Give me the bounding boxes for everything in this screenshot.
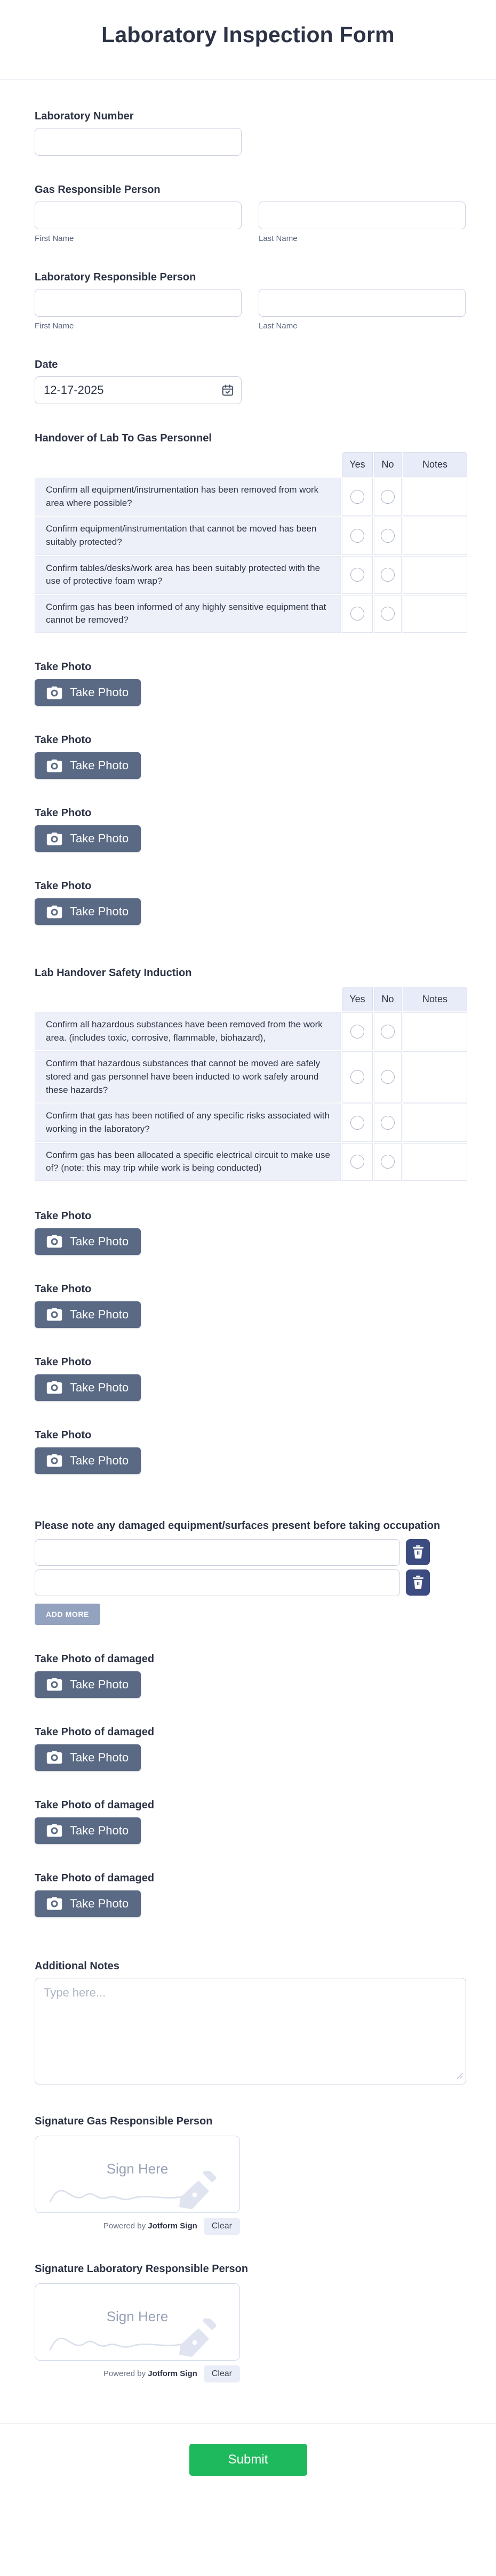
take-photo-label: Take Photo: [35, 1356, 92, 1368]
take-photo-button-label: Take Photo: [70, 1453, 129, 1467]
camera-icon: [46, 1824, 62, 1837]
field-take-photo-8: [35, 1429, 466, 1474]
take-photo-button[interactable]: [35, 1228, 141, 1255]
clear-signature-button[interactable]: Clear: [204, 2218, 240, 2235]
handover-table-heading: Handover of Lab To Gas Personnel: [35, 432, 212, 444]
field-laboratory-responsible-person: [35, 271, 466, 331]
no-cell[interactable]: [374, 1143, 402, 1181]
notes-cell[interactable]: [403, 1143, 467, 1181]
damaged-equipment-label: Please note any damaged equipment/surfaces present before taking occupation: [35, 1519, 441, 1532]
laboratory-number-label: Laboratory Number: [35, 110, 134, 122]
column-header-notes: Notes: [403, 987, 467, 1011]
yes-cell[interactable]: [342, 595, 373, 633]
first-name-sublabel: First Name: [35, 321, 74, 331]
gas-responsible-person-label: Gas Responsible Person: [35, 184, 161, 196]
field-additional-notes: [35, 1960, 466, 2087]
date-input-wrap: [35, 376, 242, 404]
powered-by-prefix: Powered by: [103, 2221, 146, 2231]
induction-table-heading: Lab Handover Safety Induction: [35, 967, 192, 979]
notes-cell[interactable]: [403, 478, 467, 516]
take-photo-button[interactable]: [35, 752, 141, 779]
no-cell[interactable]: [374, 517, 402, 554]
radio-no[interactable]: [381, 529, 395, 543]
submit-section: [0, 2423, 496, 2502]
no-cell[interactable]: [374, 1051, 402, 1102]
take-photo-button[interactable]: [35, 1447, 141, 1474]
form-header: [0, 0, 496, 80]
camera-icon: [46, 1897, 62, 1910]
no-cell[interactable]: [374, 1104, 402, 1141]
signature-laboratory-label: Signature Laboratory Responsible Person: [35, 2263, 249, 2275]
radio-yes[interactable]: [350, 490, 364, 504]
take-photo-button-label: Take Photo: [70, 1750, 129, 1764]
signature-footer: [35, 2365, 240, 2382]
laboratory-number-input[interactable]: [35, 128, 242, 156]
jotform-sign-brand: Jotform Sign: [148, 2221, 197, 2231]
name-grid: [35, 202, 466, 243]
take-photo-label: Take Photo: [35, 1210, 92, 1222]
take-photo-button[interactable]: [35, 898, 141, 925]
take-photo-button[interactable]: [35, 1817, 141, 1844]
take-photo-button[interactable]: [35, 1374, 141, 1401]
camera-icon: [46, 759, 62, 772]
column-header-notes: Notes: [403, 452, 467, 477]
damaged-photo-label: Take Photo of damaged: [35, 1872, 155, 1884]
radio-yes[interactable]: [350, 1070, 364, 1084]
last-name-sublabel: Last Name: [259, 234, 298, 243]
laboratory-responsible-person-label: Laboratory Responsible Person: [35, 271, 196, 283]
radio-yes[interactable]: [350, 1025, 364, 1039]
take-photo-button[interactable]: [35, 825, 141, 852]
take-photo-label: Take Photo: [35, 734, 92, 746]
damaged-photo-label: Take Photo of damaged: [35, 1799, 155, 1811]
take-photo-button-label: Take Photo: [70, 1677, 129, 1691]
column-header-no: No: [374, 452, 402, 477]
take-photo-label: Take Photo: [35, 661, 92, 673]
lab-first-name-input[interactable]: [35, 289, 242, 317]
radio-no[interactable]: [381, 490, 395, 504]
yes-cell[interactable]: [342, 478, 373, 516]
notes-cell[interactable]: [403, 1012, 467, 1050]
delete-entry-button[interactable]: [406, 1539, 430, 1565]
yes-cell[interactable]: [342, 517, 373, 554]
field-take-photo-1: [35, 661, 466, 706]
last-name-column: [259, 289, 466, 331]
no-cell[interactable]: [374, 595, 402, 633]
take-photo-label: Take Photo: [35, 1283, 92, 1295]
notes-cell[interactable]: [403, 556, 467, 594]
take-photo-button-label: Take Photo: [70, 1823, 129, 1837]
trash-icon: [412, 1575, 424, 1589]
pen-squiggle-icon: [43, 2319, 229, 2357]
pen-squiggle-icon: [43, 2171, 229, 2209]
take-photo-button-label: Take Photo: [70, 686, 129, 699]
column-header-no: No: [374, 987, 402, 1011]
form-title: Laboratory Inspection Form: [101, 22, 395, 47]
last-name-column: [259, 202, 466, 243]
gas-first-name-input[interactable]: [35, 202, 242, 229]
sign-here-text: Sign Here: [106, 2160, 169, 2177]
take-photo-button-label: Take Photo: [70, 905, 129, 919]
take-photo-button-label: Take Photo: [70, 1896, 129, 1910]
take-photo-label: Take Photo: [35, 1429, 92, 1441]
column-header-yes: Yes: [342, 987, 373, 1011]
take-photo-button-label: Take Photo: [70, 759, 129, 772]
field-signature-laboratory: [35, 2263, 466, 2382]
table-corner-spacer: [35, 452, 341, 477]
take-photo-button[interactable]: [35, 679, 141, 706]
form-content: [0, 80, 496, 2423]
gas-last-name-input[interactable]: [259, 202, 466, 229]
add-more-button[interactable]: ADD MORE: [35, 1604, 100, 1625]
field-induction-table: [35, 967, 466, 1181]
induction-table: [35, 987, 466, 1181]
field-damaged-photo-1: [35, 1653, 466, 1698]
damaged-photo-label: Take Photo of damaged: [35, 1726, 155, 1738]
take-photo-button[interactable]: [35, 1301, 141, 1328]
radio-no[interactable]: [381, 1155, 395, 1169]
camera-icon: [46, 1751, 62, 1764]
field-signature-gas: [35, 2115, 466, 2235]
field-take-photo-2: [35, 734, 466, 779]
table-question: Confirm that hazardous substances that cannot be moved are safely stored and gas personnel have been inducted to work safely around these hazards?: [35, 1051, 341, 1102]
field-damaged-equipment: [35, 1519, 466, 1625]
signature-gas-label: Signature Gas Responsible Person: [35, 2115, 213, 2127]
signature-footer: [35, 2218, 240, 2235]
take-photo-button[interactable]: [35, 1671, 141, 1698]
last-name-sublabel: Last Name: [259, 321, 298, 331]
table-question: Confirm tables/desks/work area has been suitably protected with the use of protective foam wrap?: [35, 556, 341, 594]
camera-icon: [46, 1235, 62, 1248]
resize-handle-icon[interactable]: [457, 2072, 463, 2082]
camera-icon: [46, 1308, 62, 1321]
submit-button[interactable]: Submit: [189, 2444, 307, 2476]
no-cell[interactable]: [374, 1012, 402, 1050]
table-question: Confirm all equipment/instrumentation has been removed from work area where possible?: [35, 478, 341, 516]
take-photo-button-label: Take Photo: [70, 1380, 129, 1394]
camera-icon: [46, 1381, 62, 1394]
notes-cell[interactable]: [403, 1104, 467, 1141]
notes-cell[interactable]: [403, 1051, 467, 1102]
radio-yes[interactable]: [350, 529, 364, 543]
yes-cell[interactable]: [342, 1104, 373, 1141]
delete-entry-button[interactable]: [406, 1569, 430, 1596]
take-photo-button-label: Take Photo: [70, 1234, 129, 1248]
powered-by-text: [103, 2369, 197, 2378]
field-damaged-photo-2: [35, 1726, 466, 1771]
calendar-icon[interactable]: [221, 383, 235, 397]
field-take-photo-7: [35, 1356, 466, 1401]
date-input[interactable]: [35, 376, 242, 404]
camera-icon: [46, 832, 62, 846]
camera-icon: [46, 905, 62, 919]
jotform-sign-brand: Jotform Sign: [148, 2369, 197, 2379]
field-handover-table: [35, 432, 466, 633]
signature-pad[interactable]: [35, 2136, 240, 2213]
radio-yes[interactable]: [350, 568, 364, 582]
damaged-entry-row: [35, 1569, 466, 1596]
additional-notes-textarea[interactable]: [35, 1978, 466, 2084]
first-name-column: [35, 289, 242, 331]
no-cell[interactable]: [374, 478, 402, 516]
damaged-entry-input[interactable]: [35, 1539, 400, 1566]
camera-icon: [46, 1678, 62, 1691]
additional-notes-label: Additional Notes: [35, 1960, 119, 1972]
table-question: Confirm gas has been informed of any highly sensitive equipment that cannot be removed?: [35, 595, 341, 633]
take-photo-button-label: Take Photo: [70, 1307, 129, 1321]
handover-table: [35, 452, 466, 633]
damaged-photo-label: Take Photo of damaged: [35, 1653, 155, 1665]
no-cell[interactable]: [374, 556, 402, 594]
take-photo-button[interactable]: [35, 1890, 141, 1917]
notes-cell[interactable]: [403, 517, 467, 554]
field-gas-responsible-person: [35, 183, 466, 243]
powered-by-prefix: Powered by: [103, 2369, 146, 2379]
table-question: Confirm gas has been allocated a specific electrical circuit to make use of? (note: this may trip while work is being conducted): [35, 1143, 341, 1181]
date-label: Date: [35, 359, 58, 371]
notes-cell[interactable]: [403, 595, 467, 633]
field-damaged-photo-4: [35, 1872, 466, 1917]
field-take-photo-6: [35, 1283, 466, 1328]
first-name-sublabel: First Name: [35, 234, 74, 243]
yes-cell[interactable]: [342, 1012, 373, 1050]
trash-icon: [412, 1545, 424, 1559]
table-question: Confirm all hazardous substances have been removed from the work area. (includes toxic, corrosive, flammable, biohazard),: [35, 1012, 341, 1050]
table-question: Confirm that gas has been notified of any specific risks associated with working in the laboratory?: [35, 1104, 341, 1141]
radio-yes[interactable]: [350, 1116, 364, 1130]
take-photo-label: Take Photo: [35, 880, 92, 892]
take-photo-label: Take Photo: [35, 807, 92, 819]
damaged-entry-input[interactable]: [35, 1569, 400, 1596]
field-take-photo-4: [35, 880, 466, 925]
textarea-wrap: [35, 1978, 466, 2087]
camera-icon: [46, 1454, 62, 1467]
table-corner-spacer: [35, 987, 341, 1011]
field-take-photo-5: [35, 1210, 466, 1255]
table-question: Confirm equipment/instrumentation that cannot be moved has been suitably protected?: [35, 517, 341, 554]
field-laboratory-number: [35, 110, 466, 156]
radio-no[interactable]: [381, 568, 395, 582]
radio-no[interactable]: [381, 607, 395, 621]
lab-last-name-input[interactable]: [259, 289, 466, 317]
radio-yes[interactable]: [350, 1155, 364, 1169]
column-header-yes: Yes: [342, 452, 373, 477]
take-photo-button[interactable]: [35, 1744, 141, 1771]
yes-cell[interactable]: [342, 1051, 373, 1102]
radio-no[interactable]: [381, 1025, 395, 1039]
yes-cell[interactable]: [342, 556, 373, 594]
damaged-entry-row: [35, 1539, 466, 1566]
first-name-column: [35, 202, 242, 243]
name-grid: [35, 289, 466, 331]
radio-no[interactable]: [381, 1116, 395, 1130]
radio-yes[interactable]: [350, 607, 364, 621]
sign-here-text: Sign Here: [106, 2308, 169, 2324]
field-damaged-photo-3: [35, 1799, 466, 1844]
take-photo-button-label: Take Photo: [70, 832, 129, 846]
field-date: [35, 358, 466, 404]
field-take-photo-3: [35, 807, 466, 852]
clear-signature-button[interactable]: Clear: [204, 2365, 240, 2382]
camera-icon: [46, 686, 62, 699]
yes-cell[interactable]: [342, 1143, 373, 1181]
powered-by-text: [103, 2221, 197, 2231]
radio-no[interactable]: [381, 1070, 395, 1084]
signature-pad[interactable]: [35, 2283, 240, 2361]
